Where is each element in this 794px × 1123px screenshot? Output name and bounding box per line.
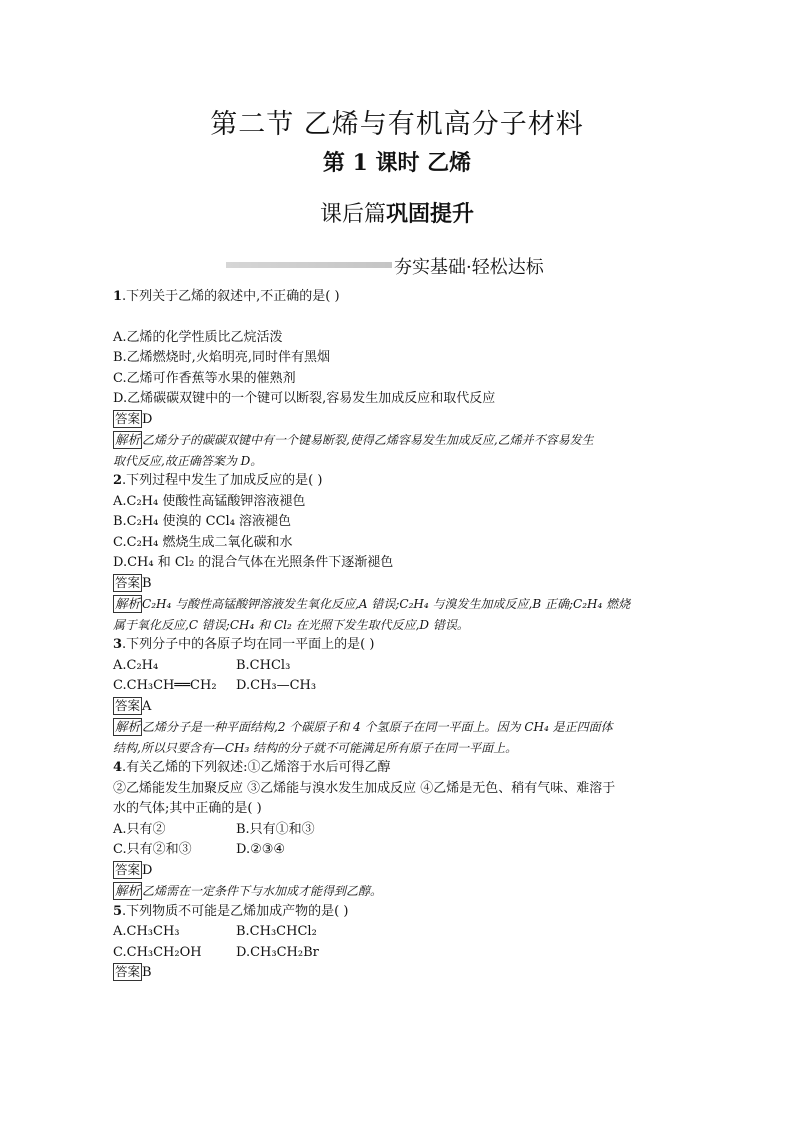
question-number: 5 <box>113 903 123 919</box>
answer-line <box>113 410 685 431</box>
question-1 <box>113 287 685 471</box>
option-b: B.C₂H₄ 使溴的 CCl₄ 溶液褪色 <box>113 514 292 529</box>
analysis-tag: 解析 <box>115 432 141 447</box>
answer-value: D <box>142 862 153 878</box>
answer-tag: 答案 <box>115 697 141 713</box>
option-a: A.乙烯的化学性质比乙烷活泼 <box>113 329 283 345</box>
section-banner <box>226 257 646 278</box>
option-d: D.CH₃CH₂Br <box>236 944 319 960</box>
answer-value: B <box>142 965 152 980</box>
options-row <box>113 656 685 677</box>
answer-line <box>113 574 685 595</box>
answer-line <box>113 697 685 718</box>
lesson-title: 第 1 课时 乙烯 <box>322 150 472 176</box>
question-number: 2 <box>113 473 123 488</box>
option-b: B.CHCl₃ <box>236 657 291 673</box>
analysis-line: 结构,所以只要含有—CH₃ 结构的分子就不可能满足所有原子在同一平面上。 <box>113 740 518 755</box>
answer-tag: 答案 <box>115 410 141 426</box>
option-b: B.CH₃CHCl₂ <box>236 924 317 939</box>
option-c: C.只有②和③ <box>113 842 192 857</box>
chapter-title: 第二节 乙烯与有机高分子材料 <box>210 109 584 140</box>
option-a: A.C₂H₄ 使酸性高锰酸钾溶液褪色 <box>113 493 306 509</box>
option-a: A.只有② <box>113 821 166 837</box>
options-row <box>113 820 685 841</box>
question-number: 4 <box>113 760 123 775</box>
option-d: D.CH₃—CH₃ <box>236 678 317 693</box>
option-a: A.CH₃CH₃ <box>113 924 180 939</box>
question-stem: 4.有关乙烯的下列叙述:①乙烯溶于水后可得乙醇 <box>113 760 391 775</box>
answer-value: A <box>142 698 152 714</box>
question-5 <box>113 902 685 984</box>
question-stem: 1.下列关于乙烯的叙述中,不正确的是( ) <box>113 289 340 304</box>
option-b: B.只有①和③ <box>236 821 315 837</box>
analysis-tag: 解析 <box>115 719 141 734</box>
option-c: C.乙烯可作香蕉等水果的催熟剂 <box>113 370 296 386</box>
question-list <box>113 287 685 984</box>
analysis-line: 取代反应,故正确答案为 D。 <box>113 453 263 468</box>
option-b: B.乙烯燃烧时,火焰明亮,同时伴有黑烟 <box>113 350 330 365</box>
question-number: 3 <box>113 637 123 652</box>
analysis-line: 解析 乙烯分子是一种平面结构,2 个碳原子和 4 个氢原子在同一平面上。因为 CH₄ 是正四面体 <box>115 719 613 734</box>
option-c: C.CH₃CH══CH₂ <box>113 678 217 693</box>
options-row <box>113 676 685 697</box>
question-stem: 3.下列分子中的各原子均在同一平面上的是( ) <box>113 637 375 652</box>
answer-tag: 答案 <box>115 574 141 590</box>
analysis-line: 解析 乙烯分子的碳碳双键中有一个键易断裂,使得乙烯容易发生加成反应,乙烯并不容易发生 <box>115 432 594 447</box>
section-title <box>0 197 794 228</box>
option-c: C.CH₃CH₂OH <box>113 944 202 960</box>
question-stem: 2.下列过程中发生了加成反应的是( ) <box>113 473 323 488</box>
question-stem: 5.下列物质不可能是乙烯加成产物的是( ) <box>113 903 349 919</box>
question-stem-cont: 水的气体;其中正确的是( ) <box>113 801 262 816</box>
answer-line <box>113 861 685 882</box>
question-number: 1 <box>113 289 123 304</box>
question-3 <box>113 635 685 758</box>
analysis-line: 解析 乙烯需在一定条件下与水加成才能得到乙醇。 <box>115 883 383 898</box>
analysis-line: 属于氧化反应,C 错误;CH₄ 和 Cl₂ 在光照下发生取代反应,D 错误。 <box>113 617 469 632</box>
options-row <box>113 922 685 943</box>
options-row <box>113 840 685 861</box>
question-4 <box>113 758 685 902</box>
analysis-tag: 解析 <box>115 596 141 611</box>
options-row <box>113 943 685 964</box>
option-d: D.②③④ <box>236 842 286 857</box>
section-prefix: 课后篇 <box>319 202 386 227</box>
question-2 <box>113 471 685 635</box>
analysis-line: 解析 C₂H₄ 与酸性高锰酸钾溶液发生氧化反应,A 错误;C₂H₄ 与溴发生加成反应,B 正确;C₂H₄ 燃烧 <box>115 596 631 611</box>
option-d: D.CH₄ 和 Cl₂ 的混合气体在光照条件下逐渐褪色 <box>113 555 394 570</box>
banner-bar <box>226 262 398 268</box>
option-a: A.C₂H₄ <box>113 657 159 673</box>
answer-tag: 答案 <box>115 861 141 877</box>
banner-text: 夯实基础·轻松达标 <box>392 253 546 279</box>
answer-value: B <box>142 575 152 591</box>
analysis-tag: 解析 <box>115 883 141 898</box>
section-main: 巩固提升 <box>386 201 475 227</box>
answer-tag: 答案 <box>115 964 141 979</box>
option-d: D.乙烯碳碳双键中的一个键可以断裂,容易发生加成反应和取代反应 <box>113 391 496 406</box>
question-stem-cont: ②乙烯能发生加聚反应 ③乙烯能与溴水发生加成反应 ④乙烯是无色、稍有气味、难溶于 <box>113 780 616 796</box>
answer-line <box>113 963 685 984</box>
option-c: C.C₂H₄ 燃烧生成二氧化碳和水 <box>113 534 293 550</box>
answer-value: D <box>142 411 153 427</box>
